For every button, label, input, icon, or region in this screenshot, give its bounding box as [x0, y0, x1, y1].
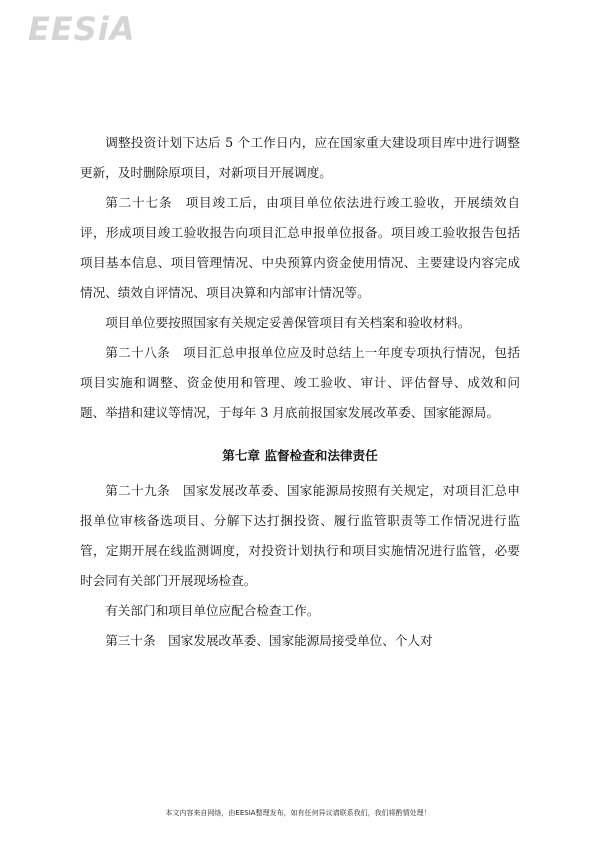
chapter-title: 第七章 监督检查和法律责任 — [222, 448, 378, 463]
article-30: 第三十条 国家发展改革委、国家能源局接受单位、个人对 — [105, 633, 433, 648]
article-28: 第二十八条 项目汇总申报单位应及时总结上一年度专项执行情况，包括项目实施和调整、资金使用和管理、竣工验收、审计、评估督导、成效和问题、举措和建议等情况，于每年 3 月底前报国家发展改革委、国家能源局。 — [80, 345, 520, 420]
article-29: 第二十九条 国家发展改革委、国家能源局按照有关规定，对项目汇总申报单位审核备选项目、分解下达打捆投资、履行监管职责等工作情况进行监管，定期开展在线监测调度，对投资计划执行和项目实施情况进行监管，必要时会同有关部门开展现场检查。 — [80, 483, 520, 588]
paragraph-adjust-plan: 调整投资计划下达后 5 个工作日内，应在国家重大建设项目库中进行调整更新，及时删除原项目，对新项目开展调度。 — [80, 135, 520, 180]
article-27: 第二十七条 项目竣工后，由项目单位依法进行竣工验收，开展绩效自评，形成项目竣工验收报告向项目汇总申报单位报备。项目竣工验收报告包括项目基本信息、项目管理情况、中央预算内资金使用情况、主要建设内容完成情况、绩效自评情况、项目决算和内部审计情况等。 — [80, 195, 520, 300]
paragraph-cooperate: 有关部门和项目单位应配合检查工作。 — [105, 603, 320, 618]
paragraph-archive: 项目单位要按照国家有关规定妥善保管项目有关档案和验收材料。 — [105, 315, 471, 330]
eesia-logo: EESiA — [28, 10, 136, 48]
footer-notice: 本文内容来自网络，由EESIA整理发布，如有任何异议请联系我们，我们将酌情处理！ — [165, 809, 431, 817]
document-body — [80, 128, 520, 656]
